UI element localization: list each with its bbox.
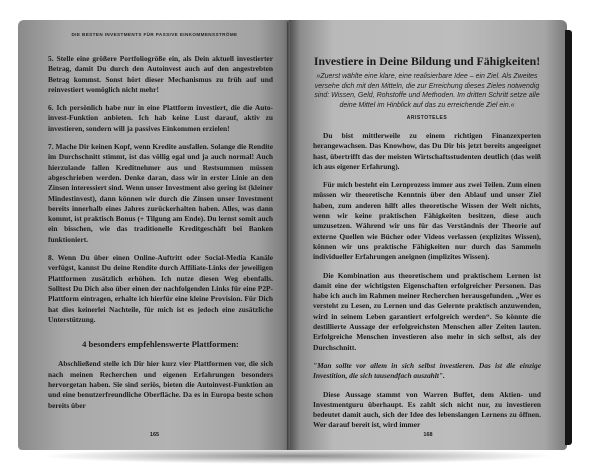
paragraph: 7. Mache Dir keinen Kopf, wenn Kredite ausfallen. Solange die Rendite im Durchschnitt stimmt, ist das völlig egal und ja auch normal! Auch hierzulande fallen Kreditnehmer aus und Restsummen müssen abgeschrieben werden. Denke daran, dass wir in erster Linie an den Zinsen interessiert sind. Wenn unser Investment also gering ist (kleiner Mindestinvest), dann können wir durch die Zinsen unser Investment bereits innerhalb eines Jahres zurückerhalten haben. Alles, was dann kommt, ist praktisch Bonus (+ Tilgung am Ende). Du lernst somit auch ein bisschen, wie das traditionelle Kreditgeschäft bei Banken funktioniert.: [48, 142, 273, 244]
paragraph: Für mich besteht ein Lernprozess immer aus zwei Teilen. Zum einen müssen wir theoretische Kenntnis über den Ablauf und unser Ziel haben, zum anderen hilft alles theoretische Wissen der Welt nichts, wenn wir keine praktischen Fähigkeiten besitzen, diese auch umzusetzen. Während wir uns für das Verständnis der Theorie auf externe Quellen wie Bücher oder Videos verlassen (explizites Wissen), können wir uns praktische Fähigkeiten nur durch das Sammeln individueller Erfahrungen aneignen (implizites Wissen).: [313, 180, 541, 262]
book-shadow: [40, 448, 555, 464]
paragraph: 6. Ich persönlich habe nur in eine Plattform investiert, die die Auto-invest-Funktion anbieten. Ich hab keine Lust darauf, aktiv zu investieren, sondern will ja passives Einkommen erzielen!: [48, 103, 273, 133]
paragraph: Abschließend stelle ich Dir hier kurz vier Plattformen vor, die sich nach meinen Recherchen und eigenen Erfahrungen besonders hervorgetan haben. Sie sind seriös, bieten die Autoinvest-Funktion an und eine benutzerfreundliche Oberfläche. Da es in Europa beste schon bereits über: [48, 359, 273, 410]
book-spine: [287, 22, 290, 450]
paragraph: 8. Wenn Du über einen Online-Auftritt oder Social-Media Kanäle verfügst, kannst Du deine Rendite durch Affiliate-Links der jeweiligen Plattformen zusätzlich erhöhen. Ich nutze diesen Weg ebenfalls. Solltest Du Dich also über einen der nachfolgenden Links für eine P2P-Plattform eintragen, erhalte ich hierfür eine kleine Provision. Für Dich hat dies keinerlei Nachteile, für mich ist es jedoch eine zusätzliche Unterstützung.: [48, 253, 273, 324]
page-number: 168: [423, 432, 433, 438]
paragraph: Diese Aussage stammt von Warren Buffet, dem Aktien- und Investmentguru überhaupt. Es zahlt sich nicht nur, zu investieren bedeutet damit auch, sich der Idee des lebenslangen Lernens zu öffnen. Wer darauf bereit ist, wird immer: [313, 389, 541, 430]
section-subheading: 4 besonders empfehlenswerte Plattformen:: [82, 339, 239, 350]
paragraph: Die Kombination aus theoretischem und praktischem Lernen ist damit eine der wichtigsten Eigenschaften erfolgreicher Personen. Das habe ich auch im Rahmen meiner Recherchen herausgefunden. „Wer es versteht zu Lesen, zu Lernen und das Gelernte praktisch anzuwenden, wird in seinem Leben garantiert erfolgreich werden“. So könnte die destillierte Aussage der erfolgreichsten Menschen aller Zeiten lauten. Erfolgreiche Menschen investieren also mehr in sich selbst, als der Durchschnitt.: [313, 270, 541, 352]
paragraph: 5. Stelle eine größere Portfoliogröße ein, als Dein aktuell investierter Betrag, damit Du durch den Autoinvest auch auf den angestrebten Betrag kommst. Sonst hört dieser Mechanismus zu früh auf und reinvestiert womöglich nicht mehr!: [48, 54, 273, 94]
paragraph: Du bist mittlerweile zu einem richtigen Finanzexperten herangewachsen. Das Knowhow, das Du Dir bis jetzt bereits angeeignet hast, übertrifft das der meisten Wirtschaftsstudenten deutlich (das weiß ich aus eigener Erfahrung).: [313, 130, 541, 171]
epigraph-author: ARISTOTELES: [406, 114, 448, 121]
left-page: [18, 20, 291, 450]
chapter-title: Investiere in Deine Bildung und Fähigkeiten!: [313, 54, 541, 68]
running-header: DIE BESTEN INVESTMENTS FÜR PASSIVE EINKOMMENSSTRÖME: [71, 32, 238, 37]
italic-quote: "Man sollte vor allem in sich selbst investieren. Das ist die einzige Investition, die sich tausendfach auszahlt".: [313, 360, 541, 381]
back-cover-edge: [565, 30, 572, 445]
right-page: [289, 20, 567, 450]
epigraph-quote: »Zuerst wählte eine klare, eine realisierbare Idee – ein Ziel. Als Zweites versehe dich mit den Mitteln, die zur Erreichung dieses Zieles notwendig sind: Wissen, Geld, Rohstoffe und Methoden. Im dritten Schritt setze alle deine Mittel im Hinblick auf das zu erreichende Ziel ein.«: [314, 73, 540, 110]
page-number: 165: [149, 432, 160, 438]
right-text-column: [313, 56, 541, 439]
left-text-column: [48, 54, 273, 419]
